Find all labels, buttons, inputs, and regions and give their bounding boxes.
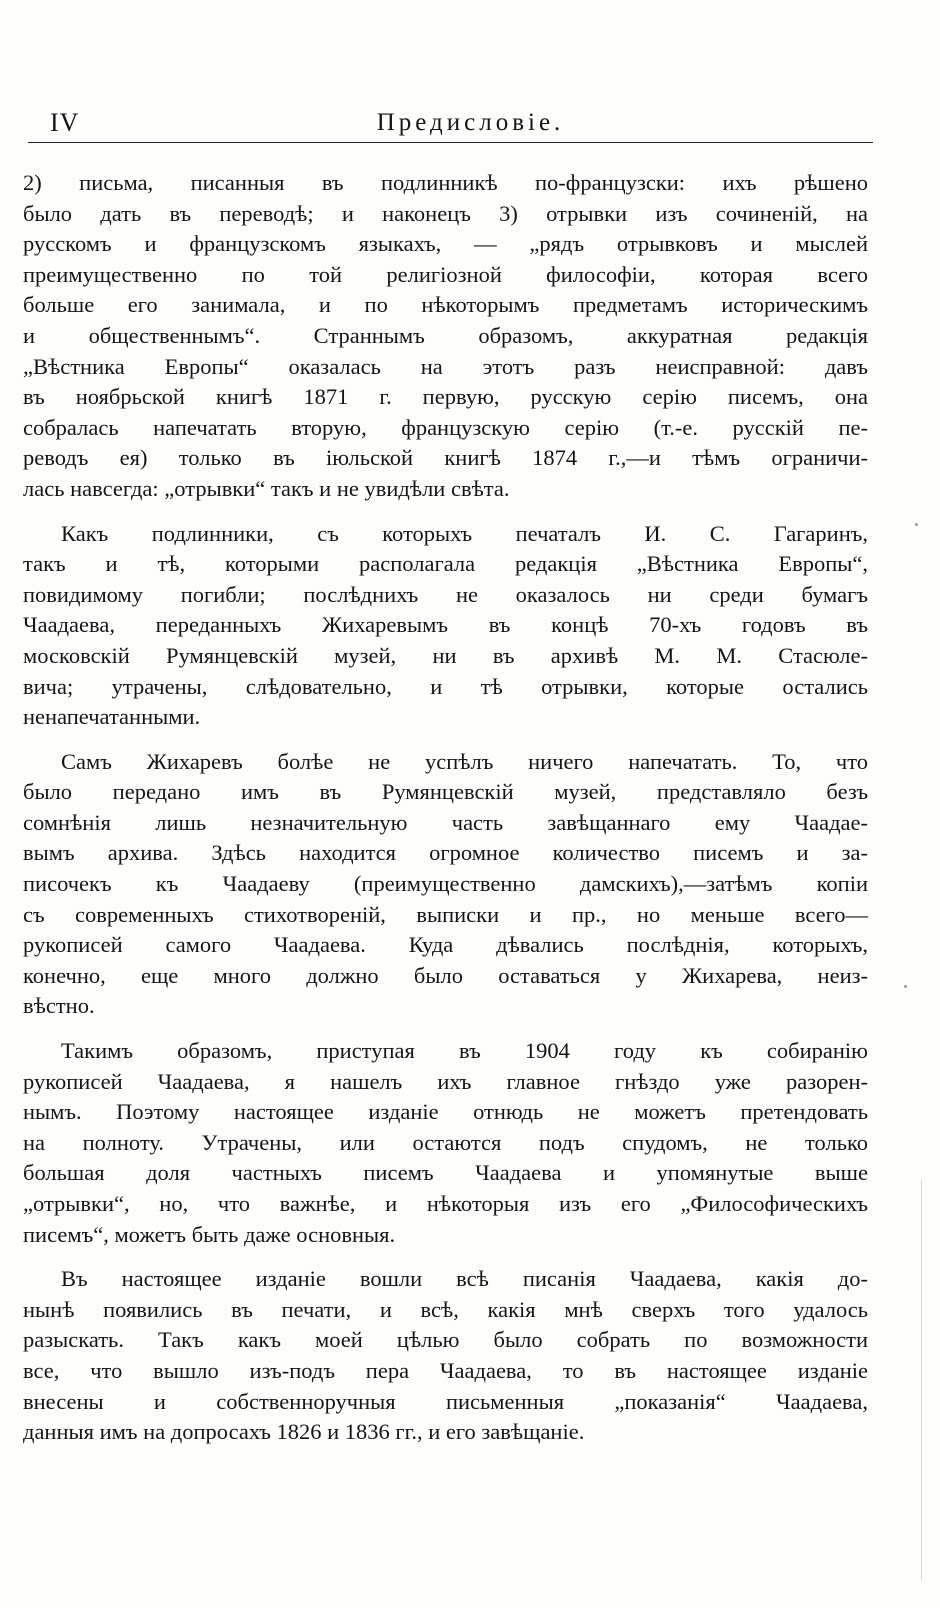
text-line: и общественнымъ“. Страннымъ образомъ, аккуратная редакція [23, 322, 868, 348]
text-line: вымъ архива. Здѣсь находится огромное количество писемъ и за- [23, 840, 868, 866]
text-line: было дать въ переводѣ; и наконецъ 3) отрывки изъ сочиненій, на [23, 200, 868, 226]
text-line: въ ноябрьской книгѣ 1871 г. первую, русскую серію писемъ, она [23, 384, 868, 410]
running-title: Предисловіе. [376, 109, 565, 136]
page-header [28, 108, 873, 143]
text-line: на полноту. Утрачены, или остаются подъ спудомъ, не только [23, 1129, 868, 1155]
text-line: сомнѣнія лишь незначительную часть завѣщаннаго ему Чаадае- [23, 809, 868, 835]
text-line: было передано имъ въ Румянцевскій музей, представляло безъ [23, 779, 868, 805]
scan-speck [904, 985, 907, 988]
text-line: реводъ ея) только въ іюльской книгѣ 1874 г.,—и тѣмъ ограничи- [23, 445, 868, 471]
paragraph-4 [23, 1036, 868, 1250]
text-line: собралась напечатать вторую, французскую серію (т.-е. русскій пе- [23, 414, 868, 440]
text-line: повидимому погибли; послѣднихъ не оказалось ни среди бумагъ [23, 581, 868, 607]
text-line: преимущественно по той религіозной философіи, которая всего [23, 261, 868, 287]
text-line: „отрывки“, но, что важнѣе, и нѣкоторыя изъ его „Философическихъ [23, 1191, 868, 1216]
text-line: ненапечатанными. [23, 704, 201, 730]
paragraph-3 [23, 747, 868, 1022]
text-line: нынѣ появились въ печати, и всѣ, какія мнѣ сверхъ того удалось [23, 1296, 868, 1322]
text-line: писемъ“, можетъ быть даже основныя. [23, 1221, 396, 1247]
text-line: Такимъ образомъ, приступая въ 1904 году къ собиранію [61, 1038, 868, 1064]
text-line: больше его занимала, и по нѣкоторымъ предметамъ историческимъ [23, 292, 868, 318]
text-line: съ современныхъ стихотвореній, выписки и пр., но меньше всего— [23, 901, 868, 927]
text-line: вича; утрачены, слѣдовательно, и тѣ отрывки, которые остались [23, 673, 868, 699]
text-line: большая доля частныхъ писемъ Чаадаева и упомянутые выше [23, 1160, 868, 1186]
text-line: нымъ. Поэтому настоящее изданіе отнюдь не можетъ претендовать [23, 1099, 868, 1125]
text-line: данныя имъ на допросахъ 1826 и 1836 гг., и его завѣщаніе. [23, 1419, 585, 1445]
paragraph-1 [23, 168, 868, 505]
body-text [23, 168, 868, 1462]
text-line: русскомъ и французскомъ языкахъ, — „рядъ отрывковъ и мыслей [23, 231, 868, 257]
scan-speck [915, 523, 918, 526]
text-line: Какъ подлинники, съ которыхъ печаталъ И. С. Гагаринъ, [61, 520, 868, 546]
scan-edge-line [921, 1180, 922, 1580]
text-line: внесены и собственноручныя письменныя „показанія“ Чаадаева, [23, 1388, 868, 1414]
text-line: все, что вышло изъ-подъ пера Чаадаева, то въ настоящее изданіе [23, 1357, 868, 1383]
text-line: Въ настоящее изданіе вошли всѣ писанія Чаадаева, какія до- [61, 1266, 868, 1292]
text-line: вѣстно. [23, 993, 95, 1019]
text-line: такъ и тѣ, которыми располагала редакція „Вѣстника Европы“, [23, 551, 868, 577]
text-line: писочекъ къ Чаадаеву (преимущественно дамскихъ),—затѣмъ копіи [23, 871, 868, 897]
text-line: лась навсегда: „отрывки“ такъ и не увидѣли свѣта. [23, 475, 510, 501]
text-line: рукописей самого Чаадаева. Куда дѣвались послѣднія, которыхъ, [23, 932, 868, 958]
text-line: Чаадаева, переданныхъ Жихаревымъ въ концѣ 70-хъ годовъ въ [23, 612, 868, 638]
text-line: разыскать. Такъ какъ моей цѣлью было собрать по возможности [23, 1327, 868, 1353]
page-number: IV [50, 108, 80, 137]
paragraph-2 [23, 519, 868, 733]
paragraph-5 [23, 1264, 868, 1448]
text-line: рукописей Чаадаева, я нашелъ ихъ главное гнѣздо уже разорен- [23, 1068, 868, 1094]
text-line: 2) письма, писанныя въ подлинникѣ по-французски: ихъ рѣшено [23, 170, 868, 195]
text-line: „Вѣстника Европы“ оказалась на этотъ разъ неисправной: давъ [23, 353, 868, 379]
text-line: московскій Румянцевскій музей, ни въ архивѣ М. М. Стасюле- [23, 642, 868, 668]
text-line: Самъ Жихаревъ болѣе не успѣлъ ничего напечатать. То, что [61, 748, 868, 774]
text-line: конечно, еще много должно было оставаться у Жихарева, неиз- [23, 962, 868, 988]
